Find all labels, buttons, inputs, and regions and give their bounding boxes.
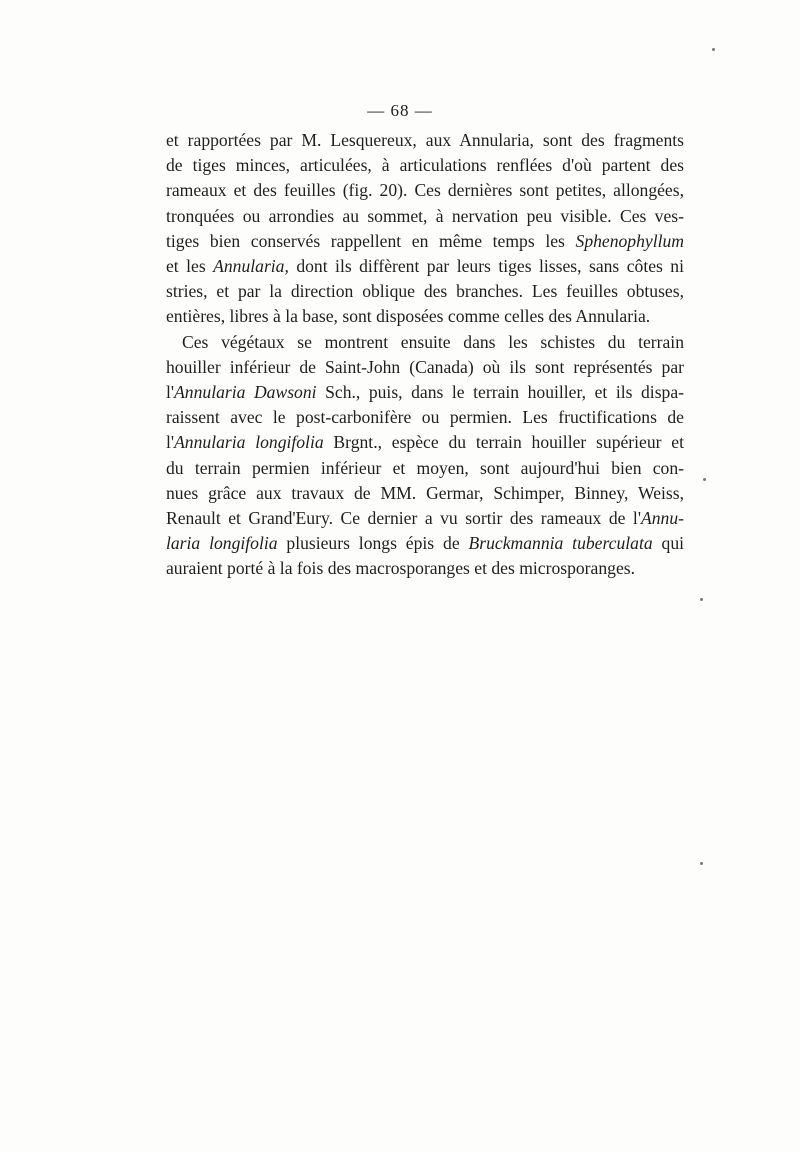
italic-term: Annularia, [213, 256, 289, 277]
text-line [166, 254, 684, 279]
text-run: auraient porté à la fois des macrosporanges et des microsporanges. [166, 558, 636, 579]
text-run: du terrain permien inférieur et moyen, sont aujourd'hui bien con- [166, 457, 684, 478]
speck [712, 48, 715, 51]
text-run: Renault et Grand'Eury. Ce dernier a vu sortir des rameaux de l' [166, 508, 641, 529]
text-run: tiges bien conservés rappellent en même temps les [166, 230, 576, 251]
italic-term: Annularia longifolia [174, 432, 324, 453]
text-run: Ces végétaux se montrent ensuite dans les schistes du terrain [182, 331, 684, 352]
text-line [166, 481, 684, 506]
speck [703, 478, 706, 481]
text-run: qui [652, 533, 685, 554]
page-number: — 68 — [367, 101, 433, 120]
text-line [166, 153, 684, 178]
italic-term: Bruckmannia tuberculata [468, 533, 653, 554]
text-line [166, 279, 684, 304]
text-run: de tiges minces, articulées, à articulations renflées d'où partent des [166, 155, 684, 176]
show-through-texture [170, 560, 690, 960]
text-line [166, 355, 684, 380]
text-line [166, 178, 684, 203]
text-run: et rapportées par M. Lesquereux, aux Annularia, sont des fragments [166, 130, 684, 150]
text-line [166, 506, 684, 531]
text-line [166, 456, 684, 481]
italic-term: Sphenophyllum [575, 230, 684, 251]
text-run: stries, et par la direction oblique des branches. Les feuilles obtuses, [166, 281, 684, 302]
text-line [166, 304, 684, 329]
text-line [166, 531, 684, 556]
italic-term: Annu- [641, 508, 684, 529]
italic-term: laria longifolia [166, 533, 278, 554]
text-run: Sch., puis, dans le terrain houiller, et ils dispa- [316, 382, 684, 403]
body-text [166, 128, 684, 582]
text-run: tronquées ou arrondies au sommet, à nervation peu visible. Ces ves- [166, 205, 684, 226]
text-run: entières, libres à la base, sont disposées comme celles des Annularia. [166, 306, 651, 327]
text-line [166, 204, 684, 229]
text-run: l' [166, 432, 175, 453]
text-line [166, 128, 684, 153]
text-line [166, 330, 684, 355]
italic-term: Annularia Dawsoni [174, 382, 317, 403]
text-run: dont ils diffèrent par leurs tiges lisses, sans côtes ni [288, 256, 684, 277]
speck [700, 862, 703, 865]
text-run: Brgnt., espèce du terrain houiller supérieur et [323, 432, 684, 453]
text-run: rameaux et des feuilles (fig. 20). Ces dernières sont petites, allongées, [166, 180, 684, 201]
text-run: raissent avec le post-carbonifère ou permien. Les fructifications de [166, 407, 684, 428]
text-run: houiller inférieur de Saint-John (Canada) où ils sont représentés par [166, 356, 684, 377]
text-run: plusieurs longs épis de [277, 533, 469, 554]
text-line [166, 229, 684, 254]
text-run: nues grâce aux travaux de MM. Germar, Schimper, Binney, Weiss, [166, 482, 684, 503]
speck [700, 598, 703, 601]
text-run: l' [166, 382, 175, 403]
text-run: et les [166, 256, 214, 277]
text-line [166, 405, 684, 430]
text-line [166, 430, 684, 455]
text-line [166, 380, 684, 405]
